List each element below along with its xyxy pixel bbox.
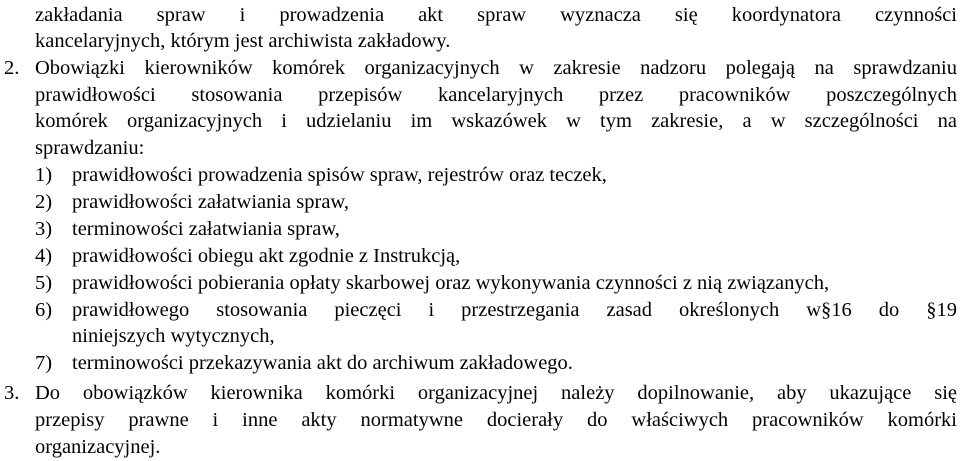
- paragraph-3-line-1: Do obowiązków kierownika komórki organizacyjnej należy dopilnowanie, aby ukazujące się: [35, 382, 957, 404]
- list-item-number: 3): [35, 218, 53, 240]
- list-item-number: 2): [35, 191, 53, 213]
- paragraph-2-number: 2.: [4, 57, 20, 79]
- list-item-text: terminowości załatwiania spraw,: [72, 218, 340, 240]
- list-item-text: prawidłowości pobierania opłaty skarbowej oraz wykonywania czynności z nią związanych,: [72, 272, 830, 294]
- paragraph-2-line-1: Obowiązki kierowników komórek organizacyjnych w zakresie nadzoru polegają na sprawdzaniu: [35, 57, 957, 79]
- paragraph-3-line-2: przepisy prawne i inne akty normatywne docierały do właściwych pracowników komórki: [35, 409, 957, 431]
- list-item-text: prawidłowości prowadzenia spisów spraw, rejestrów oraz teczek,: [72, 164, 607, 186]
- list-item-number: 4): [35, 245, 53, 267]
- paragraph-2-line-4: sprawdzaniu:: [35, 137, 145, 159]
- paragraph-3-number: 3.: [4, 382, 20, 404]
- list-item-number: 7): [35, 352, 53, 374]
- paragraph-3-line-3: organizacyjnej.: [35, 436, 161, 458]
- list-item-text: prawidłowego stosowania pieczęci i przestrzegania zasad określonych w§16 do §19: [72, 299, 957, 321]
- list-item-number: 1): [35, 164, 53, 186]
- list-item-number: 6): [35, 299, 53, 321]
- paragraph-1-line-1: zakładania spraw i prowadzenia akt spraw wyznacza się koordynatora czynności: [35, 4, 957, 26]
- list-item-number: 5): [35, 272, 53, 294]
- paragraph-2-line-2: prawidłowości stosowania przepisów kancelaryjnych przez pracowników poszczególnych: [35, 84, 957, 106]
- list-item-text: prawidłowości załatwiania spraw,: [72, 191, 350, 213]
- list-item-text: prawidłowości obiegu akt zgodnie z Instrukcją,: [72, 245, 461, 267]
- list-item-text: terminowości przekazywania akt do archiwum zakładowego.: [72, 352, 573, 374]
- list-item-text-continuation: niniejszych wytycznych,: [72, 325, 275, 347]
- paragraph-1-line-2: kancelaryjnych, którym jest archiwista zakładowy.: [35, 30, 451, 52]
- paragraph-2-line-3: komórek organizacyjnych i udzielaniu im wskazówek w tym zakresie, a w szczególności na: [35, 110, 957, 132]
